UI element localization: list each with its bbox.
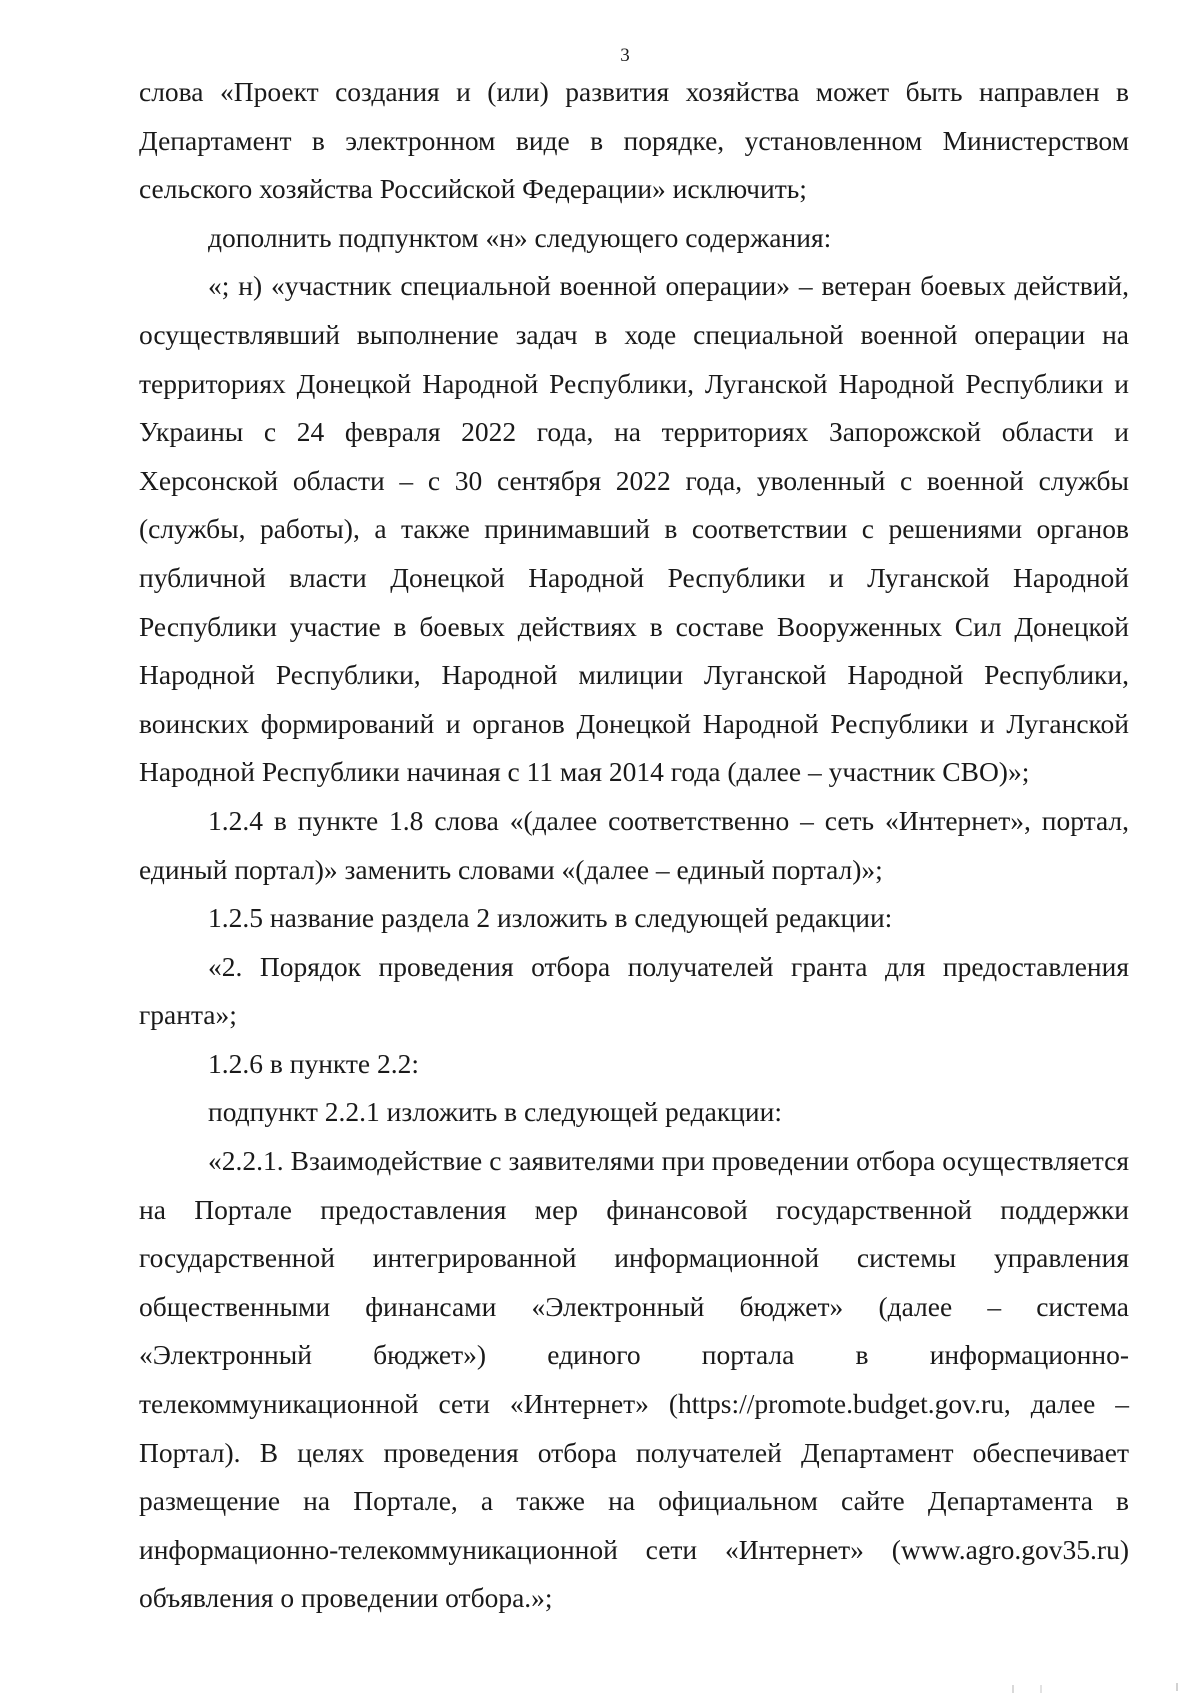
document-body — [139, 68, 1129, 1623]
scan-artifact — [1012, 1685, 1042, 1693]
paragraph-5: 1.2.5 название раздела 2 изложить в следующей редакции: — [208, 902, 893, 934]
paragraph-1: слова «Проект создания и (или) развития хозяйства может быть направлен в Департамент в электронном виде в порядке, установленном Министерством сельского хозяйства Российской Федерации» исключить; — [139, 76, 1129, 205]
paragraph-9: «2.2.1. Взаимодействие с заявителями при проведении отбора осуществляется на Портале предоставления мер финансовой государственной поддержки государственной интегрированной информационной системы управления общественными финансами «Электронный бюджет» (далее – система «Электронный бюджет») единого портала в информационно-телекоммуникационной сети «Интернет» (https://promote.budget.gov.ru, далее – Портал). В целях проведения отбора получателей Департамент обеспечивает размещение на Портале, а также на официальном сайте Департамента в информационно-телекоммуникационной сети «Интернет» (www.agro.gov35.ru) объявления о проведении отбора.»; — [139, 1145, 1129, 1614]
paragraph-8: подпункт 2.2.1 изложить в следующей редакции: — [208, 1096, 782, 1128]
paragraph-3: «; н) «участник специальной военной операции» – ветеран боевых действий, осуществлявший выполнение задач в ходе специальной военной операции на территориях Донецкой Народной Республики, Луганской Народной Республики и Украины с 24 февраля 2022 года, на территориях Запорожской области и Херсонской области – с 30 сентября 2022 года, уволенный с военной службы (службы, работы), а также принимавший в соответствии с решениями органов публичной власти Донецкой Народной Республики и Луганской Народной Республики участие в боевых действиях в составе Вооруженных Сил Донецкой Народной Республики, Народной милиции Луганской Народной Республики, воинских формирований и органов Донецкой Народной Республики и Луганской Народной Республики начиная с 11 мая 2014 года (далее – участник СВО)»; — [139, 270, 1129, 788]
scan-artifact-edge — [1176, 1683, 1178, 1691]
paragraph-6: «2. Порядок проведения отбора получателей гранта для предоставления гранта»; — [139, 950, 1129, 1031]
paragraph-2: дополнить подпунктом «н» следующего содержания: — [208, 221, 832, 253]
page-number: 3 — [620, 45, 630, 66]
paragraph-4: 1.2.4 в пункте 1.8 слова «(далее соответственно – сеть «Интернет», портал, единый портал)» заменить словами «(далее – единый портал)»; — [139, 804, 1129, 885]
paragraph-7: 1.2.6 в пункте 2.2: — [208, 1047, 420, 1079]
